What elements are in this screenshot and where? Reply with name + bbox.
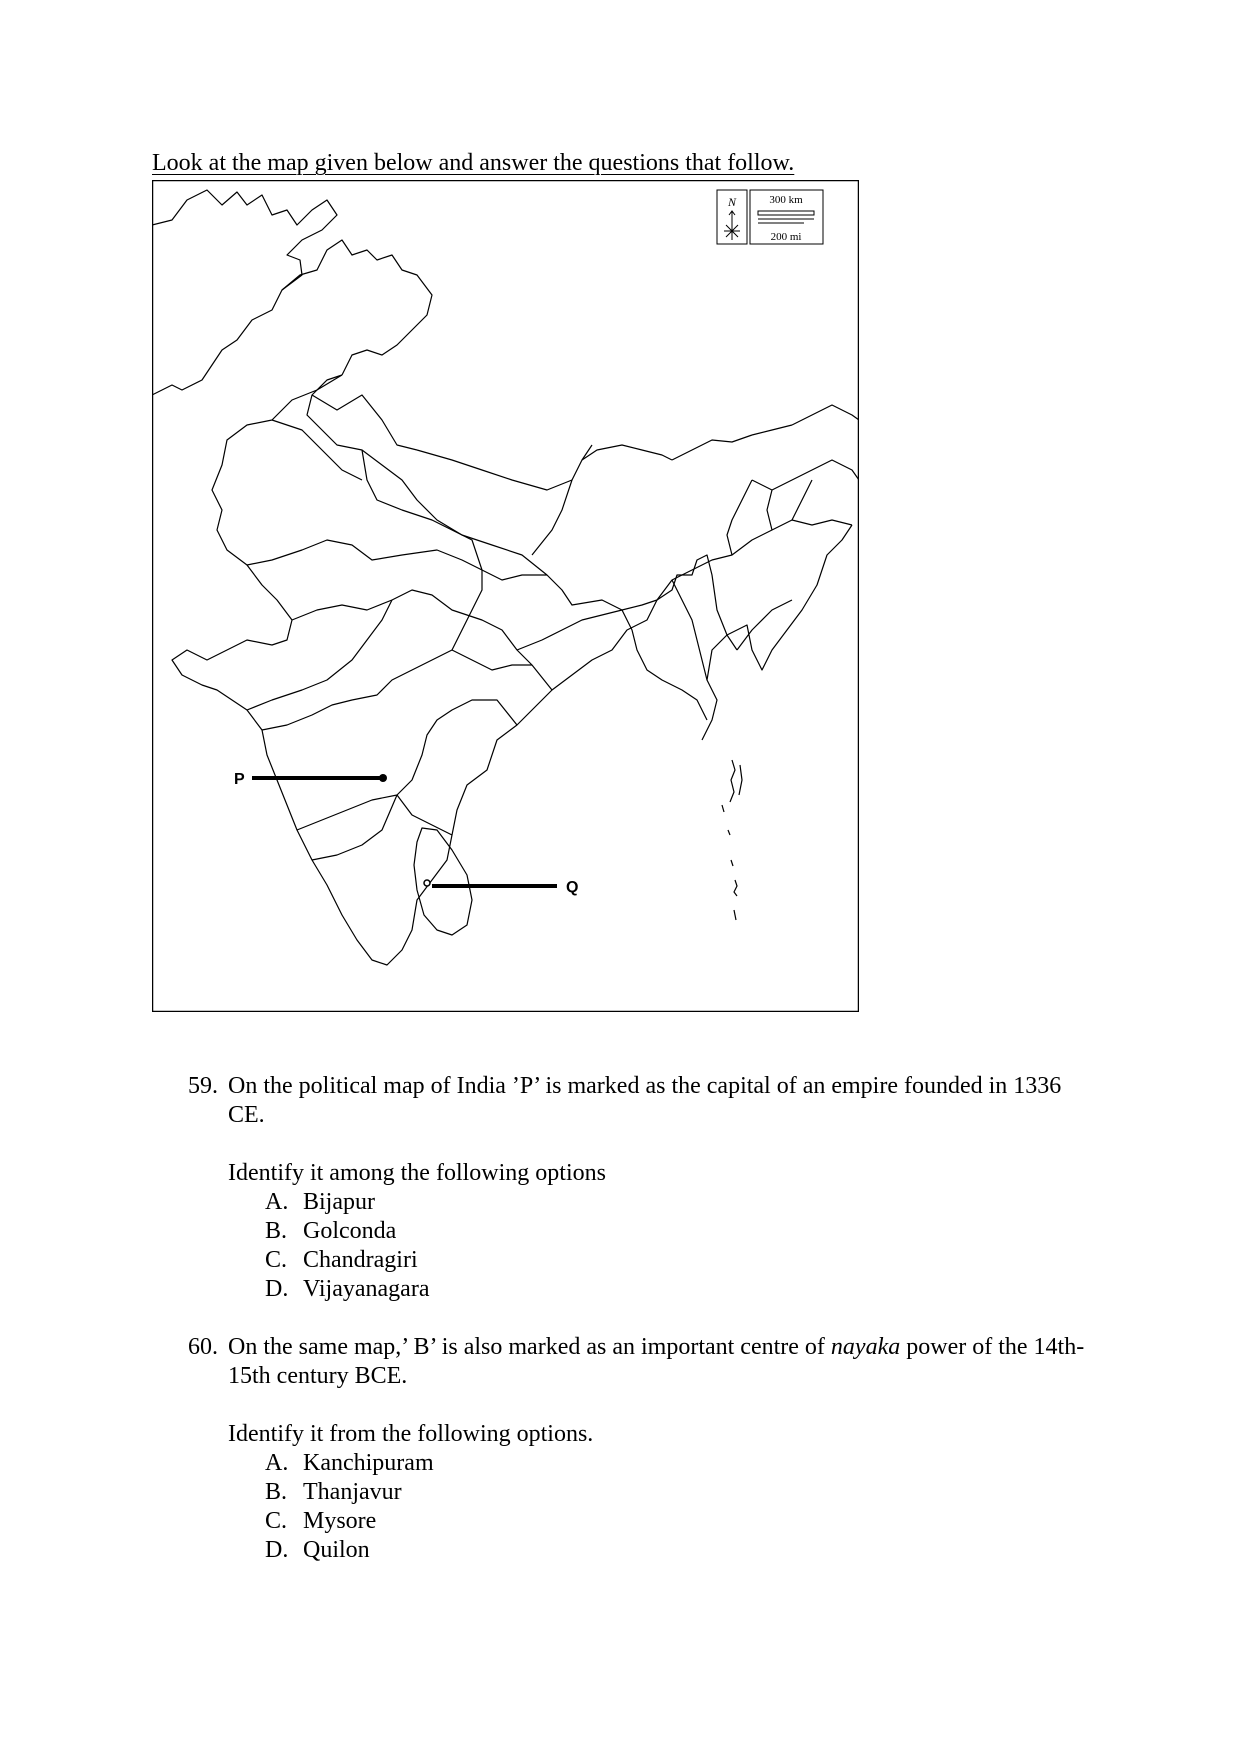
option-letter: C. <box>265 1247 288 1273</box>
option-letter: C. <box>265 1508 288 1534</box>
question-number: 60. <box>188 1334 218 1360</box>
option-letter: B. <box>265 1479 288 1505</box>
option-a <box>265 1449 1088 1478</box>
marker-q <box>424 879 578 896</box>
option-b <box>265 1217 1088 1246</box>
marker-p <box>234 771 387 788</box>
question-59 <box>188 1072 1088 1304</box>
option-text: Golconda <box>303 1218 397 1244</box>
scale-bar <box>758 211 814 223</box>
option-letter: A. <box>265 1450 289 1476</box>
stem-part: On the same map,’ B’ is also marked as an important centre of <box>228 1334 831 1360</box>
marker-q-label: Q <box>566 879 579 896</box>
stem-italic-term: nayaka <box>830 1334 901 1360</box>
option-c <box>265 1507 1088 1536</box>
option-text: Kanchipuram <box>303 1450 434 1476</box>
stem-part: power of the 14th-15th century BCE. <box>228 1334 1085 1389</box>
question-prompt: Identify it among the following options <box>228 1160 606 1186</box>
option-text: Thanjavur <box>303 1479 402 1505</box>
india-outline <box>152 190 859 965</box>
north-label: N <box>727 195 737 209</box>
question-60 <box>188 1333 1088 1565</box>
scale-mi-label: 200 mi <box>770 231 802 243</box>
option-letter: D. <box>265 1537 289 1563</box>
option-letter: B. <box>265 1218 288 1244</box>
marker-q-dot <box>424 880 430 886</box>
option-c <box>265 1246 1088 1275</box>
marker-p-label: P <box>234 771 245 788</box>
compass-icon <box>724 211 740 240</box>
question-stem: On the political map of India ’P’ is marked as the capital of an empire founded in 1336 CE. <box>228 1073 1062 1128</box>
scale-compass-box <box>717 190 823 244</box>
scale-km-label: 300 km <box>769 194 803 206</box>
option-a <box>265 1188 1088 1217</box>
option-d <box>265 1536 1088 1565</box>
option-text: Quilon <box>303 1537 370 1563</box>
question-prompt: Identify it from the following options. <box>228 1421 594 1447</box>
option-letter: D. <box>265 1276 289 1302</box>
option-b <box>265 1478 1088 1507</box>
option-text: Bijapur <box>303 1189 375 1215</box>
option-text: Vijayanagara <box>303 1276 430 1302</box>
option-text: Mysore <box>303 1508 377 1534</box>
marker-p-dot <box>379 774 387 782</box>
options-list <box>265 1449 1088 1565</box>
india-political-map <box>152 180 859 1012</box>
instructions-text: Look at the map given below and answer the questions that follow. <box>152 150 795 176</box>
options-list <box>265 1188 1088 1304</box>
option-text: Chandragiri <box>303 1247 418 1273</box>
question-number: 59. <box>188 1073 218 1099</box>
question-stem <box>228 1333 1088 1391</box>
option-letter: A. <box>265 1189 289 1215</box>
option-d <box>265 1275 1088 1304</box>
